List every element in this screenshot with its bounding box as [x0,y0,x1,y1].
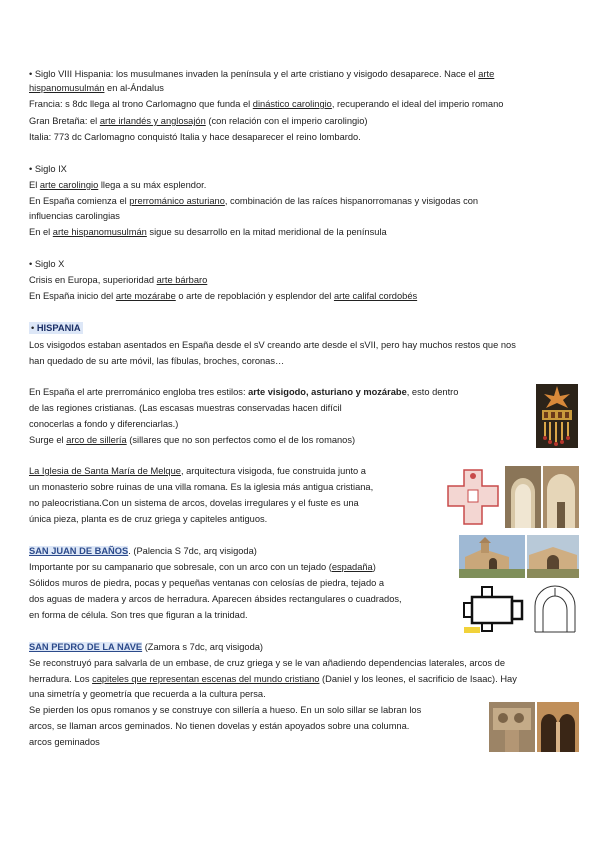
s8-line-4: Gran Bretaña: el arte irlandés y anglosajón (con relación con el imperio carolingio) [29,116,368,126]
banos-side-photo [527,535,579,578]
s9-line-2: En España comienza el prerrománico asturiano, combinación de las raíces hispanorromanas y visigodas con [29,196,479,206]
banos-elevation-sketch [531,582,579,636]
melque-line-3: no paleocristiana.Con un sistema de arcos, dovelas irregulares y el fuste es una [29,498,359,508]
s8-line-5: Italia: 773 dc Carlomagno conquistó Italia y hace desaparecer el reino lombardo. [29,132,361,142]
melque-interior-image [543,466,579,528]
banos-line-3: dos aguas de madera y arcos de herradura. Aparecen ábsides rectangulares o cuadrados, [29,594,402,604]
s10-title: • Siglo X [29,259,65,269]
banos-line-4: en forma de célula. Son tres que figuran a la trinidad. [29,610,248,620]
prerr-line-2: de las regiones cristianas. (Las escasas muestras conservadas hacen difícil [29,403,342,413]
s8-line-3: Francia: s 8dc llega al trono Carlomagno que funda el dinástico carolingio, recuperando el ideal del imperio romano [29,99,504,109]
s8-line-2: hispanomusulmán en al-Ándalus [29,83,164,93]
prerr-line-3: conocerlas a fondo y diferenciarlas.) [29,419,179,429]
hispania-line-2: han quedado de su arte móvil, las fíbulas, broches, coronas… [29,356,285,366]
melque-arch-image [505,466,541,528]
banos-floor-plan-image [462,583,528,635]
s10-line-1: Crisis en Europa, superioridad arte bárbaro [29,275,208,285]
nave-line-5: arcos, se llaman arcos geminados. No tienen dovelas y están apoyados sobre una columna. [29,721,410,731]
s9-title: • Siglo IX [29,164,67,174]
s9-line-4: En el arte hispanomusulmán sigue su desarrollo en la mitad meridional de la península [29,227,387,237]
melque-line-1: La Iglesia de Santa María de Melque, arquitectura visigoda, fue construida junto a [29,466,366,476]
s9-line-1: El arte carolingio llega a su máx esplendor. [29,180,207,190]
melque-line-2: un monasterio sobre ruinas de una villa romana. Es la iglesia más antigua cristiana, [29,482,374,492]
s10-line-2: En España inicio del arte mozárabe o arte de repoblación y esplendor del arte califal cordobés [29,291,418,301]
nave-line-3: una simetría y geometría que recuerda a la cultura persa. [29,689,266,699]
banos-line-1: Importante por su campanario que sobresale, con un arco con un tejado (espadaña) [29,562,376,572]
banos-line-2: Sólidos muros de piedra, pocas y pequeñas ventanas con celosías de piedra, tejado a [29,578,385,588]
melque-floor-plan-image [444,466,502,528]
banos-church-photo [459,535,525,578]
nave-capital-image-1 [489,702,535,752]
prerr-line-4: Surge el arco de sillería (sillares que no son perfectos como el de los romanos) [29,435,356,445]
hispania-line-1: Los visigodos estaban asentados en España desde el sV creando arte desde el sVII, pero hay muchos restos que nos [29,340,516,350]
visigothic-crown-image [536,384,578,448]
nave-line-1: Se reconstruyó para salvarla de un embase, de cruz griega y se le van añadiendo dependencias laterales, arcos de [29,658,505,668]
nave-line-2: herradura. Los capiteles que representan escenas del mundo cristiano (Daniel y los leones, el sacrificio de Isaac). Hay [29,674,517,684]
s9-line-3: influencias carolingias [29,211,120,221]
banos-heading: SAN JUAN DE BAÑOS. (Palencia S 7dc, arq visigoda) [29,546,257,556]
nave-heading: SAN PEDRO DE LA NAVE (Zamora s 7dc, arq visigoda) [29,642,264,652]
prerr-line-1: En España el arte prerrománico engloba tres estilos: arte visigodo, asturiano y mozárabe, esto dentro [29,387,459,397]
nave-line-4: Se pierden los opus romanos y se construye con sillería a hueso. En un solo sillar se labran los [29,705,422,715]
nave-line-6: arcos geminados [29,737,100,747]
nave-geminated-arches-image [537,702,579,752]
s8-line-1: • Siglo VIII Hispania: los musulmanes invaden la península y el arte cristiano y visigodo desaparece. Nace el arte [29,69,495,79]
hispania-heading: • HISPANIA [31,323,81,333]
melque-line-4: única pieza, planta es de cruz griega y capiteles antiguos. [29,514,268,524]
